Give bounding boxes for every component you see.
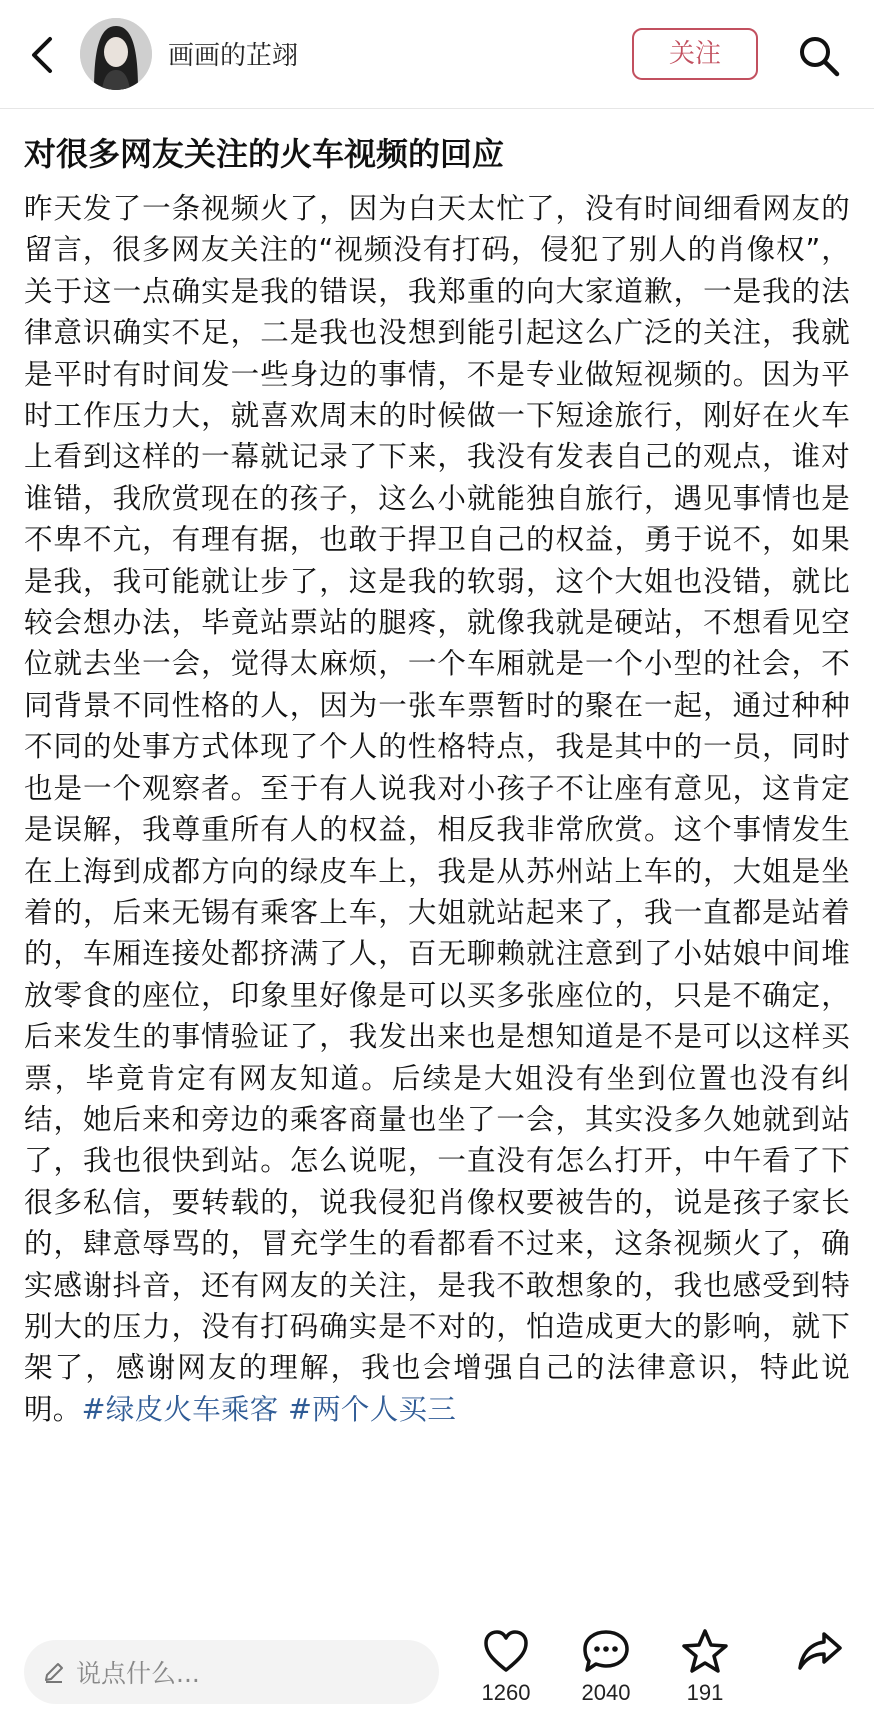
avatar-image (80, 18, 152, 90)
share-button[interactable] (770, 1628, 870, 1720)
author-name[interactable]: 画画的芷翊 (168, 41, 299, 71)
bottom-action-bar (0, 1620, 874, 1725)
post-body-content: 昨天发了一条视频火了，因为白天太忙了，没有时间细看网友的留言，很多网友关注的“视频没有打码，侵犯了别人的肖像权”，关于这一点确实是我的错误，我郑重的向大家道歉，一是我的法律意识确实不足，二是我也没想到能引起这么广泛的关注，我就是平时有时间发一些身边的事情，不是专业做短视频的。因为平时工作压力大，就喜欢周末的时候做一下短途旅行，刚好在火车上看到这样的一幕就记录了下来，我没有发表自己的观点，谁对谁错，我欣赏现在的孩子，这么小就能独自旅行，遇见事情也是不卑不亢，有理有据，也敢于捍卫自己的权益，勇于说不，如果是我，我可能就让步了，这是我的软弱，这个大姐也没错，就比较会想办法，毕竟站票站的腿疼，就像我就是硬站，不想看见空位就去坐一会，觉得太麻烦，一个车厢就是一个小型的社会，不同背景不同性格的人，因为一张车票暂时的聚在一起，通过种种不同的处事方式体现了个人的性格特点，我是其中的一员，同时也是一个观察者。至于有人说我对小孩子不让座有意见，这肯定是误解，我尊重所有人的权益，相反我非常欣赏。这个事情发生在上海到成都方向的绿皮车上，我是从苏州站上车的，大姐是坐着的，后来无锡有乘客上车，大姐就站起来了，我一直都是站着的，车厢连接处都挤满了人，百无聊赖就注意到了小姑娘中间堆放零食的座位，印象里好像是可以买多张座位的，只是不确定，后来发生的事情验证了，我发出来也是想知道是不是可以这样买票，毕竟肯定有网友知道。后续是大姐没有坐到位置也没有纠结，她后来和旁边的乘客商量也坐了一会，其实没多久她就到站了，我也很快到站。怎么说呢，一直没有怎么打开，中午看了下很多私信，要转载的，说我侵犯肖像权要被告的，说是孩子家长的，肆意辱骂的，冒充学生的看都看不过来，这条视频火了，确实感谢抖音，还有网友的关注，是我不敢想象的，我也感受到特别大的压力，没有打码确实是不对的，怕造成更大的影响，就下架了，感谢网友的理解，我也会增强自己的法律意识，特此说明。 (24, 192, 850, 1426)
back-button[interactable] (20, 30, 64, 80)
comment-button[interactable] (556, 1628, 656, 1720)
comment-input[interactable] (24, 1640, 439, 1704)
top-bar (0, 0, 874, 109)
post-title: 对很多网友关注的火车视频的回应 (24, 135, 505, 173)
hashtag-link[interactable]: #绿皮火车乘客 (81, 1392, 279, 1426)
hashtag-link[interactable]: #两个人买三 (287, 1392, 457, 1426)
author-avatar[interactable] (80, 18, 152, 90)
search-icon (797, 34, 841, 78)
comment-bubble-icon (581, 1628, 631, 1674)
search-button[interactable] (793, 30, 845, 82)
favorite-count: 191 (686, 1680, 724, 1705)
pen-icon (42, 1660, 66, 1684)
back-arrow-icon (28, 35, 56, 75)
comment-count: 2040 (581, 1680, 631, 1705)
like-button[interactable] (456, 1628, 556, 1720)
share-icon (796, 1628, 844, 1674)
like-count: 1260 (481, 1680, 531, 1705)
follow-button[interactable]: 关注 (632, 28, 758, 80)
favorite-button[interactable] (655, 1628, 755, 1720)
post-body-text (24, 188, 850, 1430)
star-icon (681, 1628, 729, 1674)
heart-icon (482, 1628, 530, 1674)
comment-placeholder: 说点什么... (76, 1659, 200, 1688)
post-body (24, 188, 850, 1608)
